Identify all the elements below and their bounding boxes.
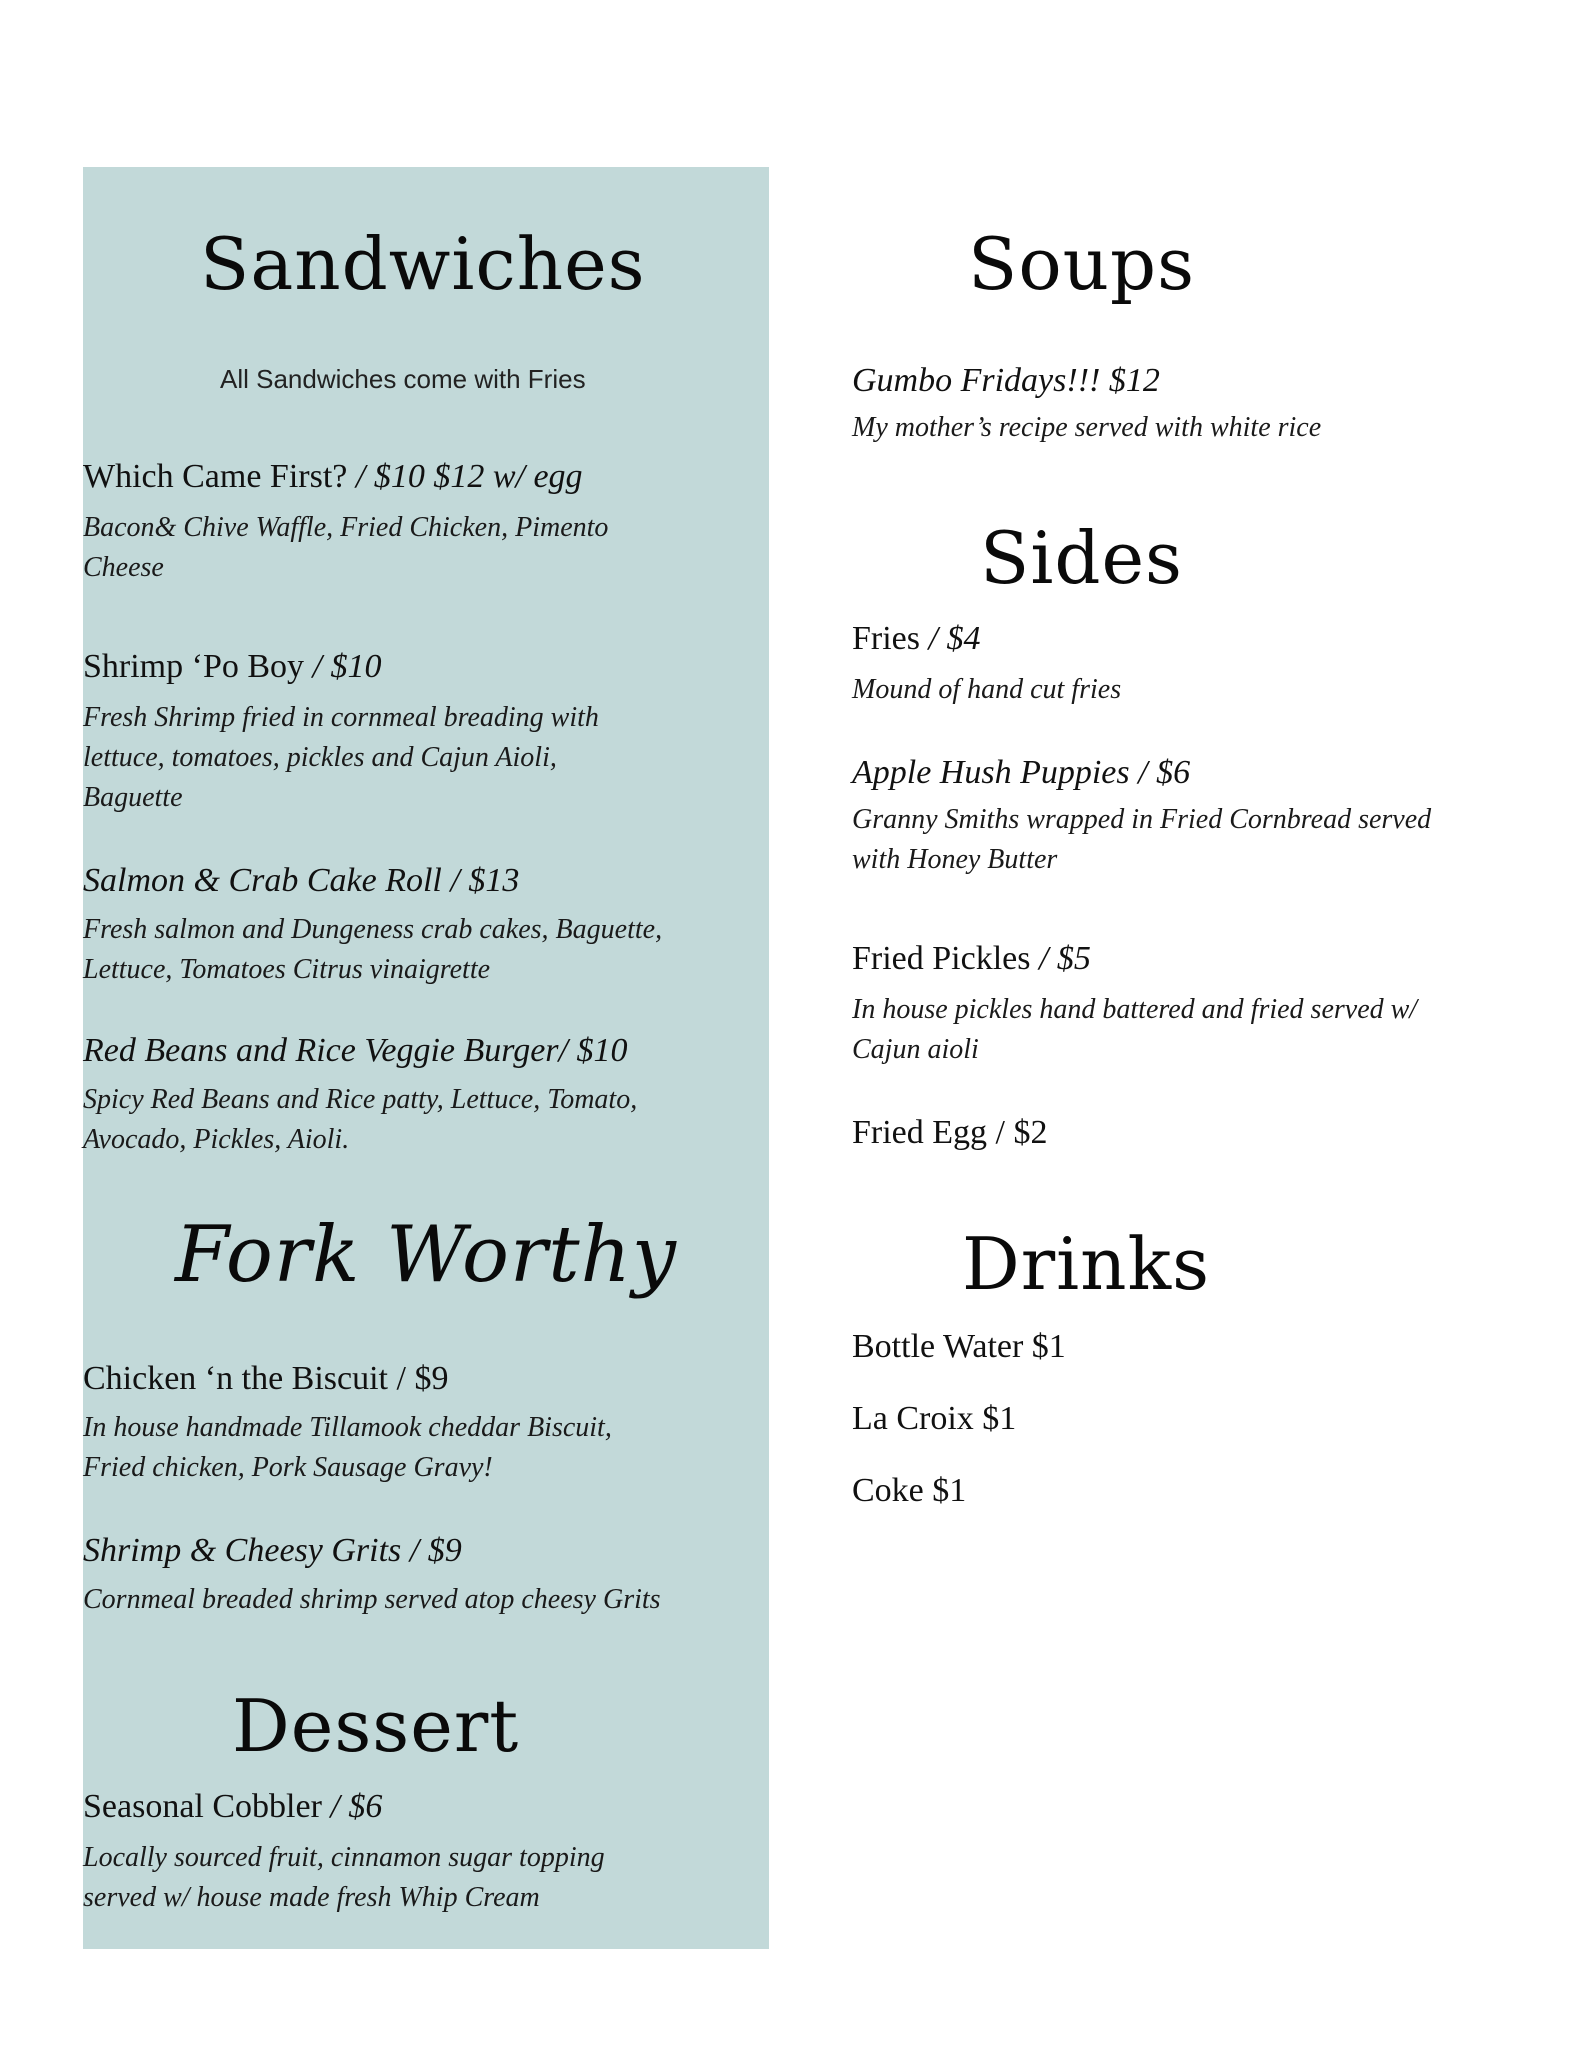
description-line: Granny Smiths wrapped in Fried Cornbread served bbox=[852, 804, 1432, 835]
menu-item-fried-pickles bbox=[852, 942, 1091, 976]
item-name: Which Came First? bbox=[83, 458, 348, 495]
item-description bbox=[852, 800, 1431, 880]
item-price: / $10 bbox=[304, 648, 382, 685]
menu-item-fried-egg: Fried Egg / $2 bbox=[852, 1114, 1048, 1151]
menu-item-shrimp-po-boy bbox=[83, 650, 382, 684]
menu-item-seasonal-cobbler bbox=[83, 1790, 382, 1824]
description-line: Fresh salmon and Dungeness crab cakes, Baguette, bbox=[83, 914, 663, 945]
description-line: In house handmade Tillamook cheddar Biscuit, bbox=[83, 1412, 612, 1443]
description-line: Bacon& Chive Waffle, Fried Chicken, Pimento bbox=[83, 512, 609, 543]
item-price: / $5 bbox=[1030, 940, 1091, 977]
menu-item-red-beans-veggie-burger: Red Beans and Rice Veggie Burger/ $10 bbox=[83, 1032, 628, 1069]
soups-heading: Soups bbox=[968, 222, 1196, 306]
item-description bbox=[852, 990, 1417, 1070]
item-description bbox=[83, 698, 599, 818]
sides-heading: Sides bbox=[980, 516, 1183, 600]
item-description bbox=[852, 408, 1321, 448]
description-line: Spicy Red Beans and Rice patty, Lettuce, Tomato, bbox=[83, 1084, 638, 1115]
menu-item-chicken-biscuit: Chicken ‘n the Biscuit / $9 bbox=[83, 1360, 449, 1397]
menu-item-bottle-water: Bottle Water $1 bbox=[852, 1328, 1066, 1365]
description-line: Fresh Shrimp fried in cornmeal breading with bbox=[83, 702, 599, 733]
fork-worthy-heading: Fork Worthy bbox=[175, 1210, 677, 1300]
menu-item-shrimp-cheesy-grits: Shrimp & Cheesy Grits / $9 bbox=[83, 1532, 462, 1569]
description-line: Baguette bbox=[83, 782, 183, 813]
sandwiches-heading: Sandwiches bbox=[200, 222, 646, 306]
item-price: / $6 bbox=[321, 1788, 383, 1825]
menu-item-gumbo-fridays: Gumbo Fridays!!! $12 bbox=[852, 362, 1160, 399]
menu-item-fries bbox=[852, 622, 980, 656]
menu-item-coke: Coke $1 bbox=[852, 1472, 967, 1509]
description-line: with Honey Butter bbox=[852, 844, 1058, 875]
description-line: Mound of hand cut fries bbox=[852, 674, 1122, 705]
item-description bbox=[83, 1580, 661, 1620]
description-line: Cornmeal breaded shrimp served atop cheesy Grits bbox=[83, 1584, 661, 1615]
menu-item-la-croix: La Croix $1 bbox=[852, 1400, 1017, 1437]
description-line: Cheese bbox=[83, 552, 164, 583]
item-name: Fries bbox=[852, 620, 920, 657]
item-description bbox=[83, 1838, 605, 1918]
drinks-heading: Drinks bbox=[962, 1222, 1211, 1306]
item-price: / $4 bbox=[920, 620, 981, 657]
description-line: Lettuce, Tomatoes Citrus vinaigrette bbox=[83, 954, 491, 985]
description-line: In house pickles hand battered and fried served w/ bbox=[852, 994, 1418, 1025]
item-description bbox=[83, 508, 608, 588]
item-name: Fried Pickles bbox=[852, 940, 1031, 977]
description-line: Fried chicken, Pork Sausage Gravy! bbox=[83, 1452, 493, 1483]
description-line: Avocado, Pickles, Aioli. bbox=[83, 1124, 350, 1155]
description-line: Cajun aioli bbox=[852, 1034, 979, 1065]
item-name: Shrimp ‘Po Boy bbox=[83, 648, 305, 685]
description-line: served w/ house made fresh Whip Cream bbox=[83, 1882, 540, 1913]
sandwiches-note: All Sandwiches come with Fries bbox=[220, 364, 586, 394]
item-description bbox=[83, 1408, 612, 1488]
menu-item-salmon-crab-cake-roll: Salmon & Crab Cake Roll / $13 bbox=[83, 862, 520, 899]
menu-item-apple-hush-puppies: Apple Hush Puppies / $6 bbox=[852, 754, 1191, 791]
dessert-heading: Dessert bbox=[232, 1684, 520, 1768]
item-description bbox=[83, 1080, 637, 1160]
description-line: My mother’s recipe served with white rice bbox=[852, 412, 1322, 443]
item-description bbox=[852, 670, 1121, 710]
item-name: Seasonal Cobbler bbox=[83, 1788, 322, 1825]
description-line: lettuce, tomatoes, pickles and Cajun Aioli, bbox=[83, 742, 557, 773]
item-price: / $10 $12 w/ egg bbox=[347, 458, 583, 495]
description-line: Locally sourced fruit, cinnamon sugar topping bbox=[83, 1842, 605, 1873]
menu-item-which-came-first bbox=[83, 460, 583, 494]
item-description bbox=[83, 910, 662, 990]
